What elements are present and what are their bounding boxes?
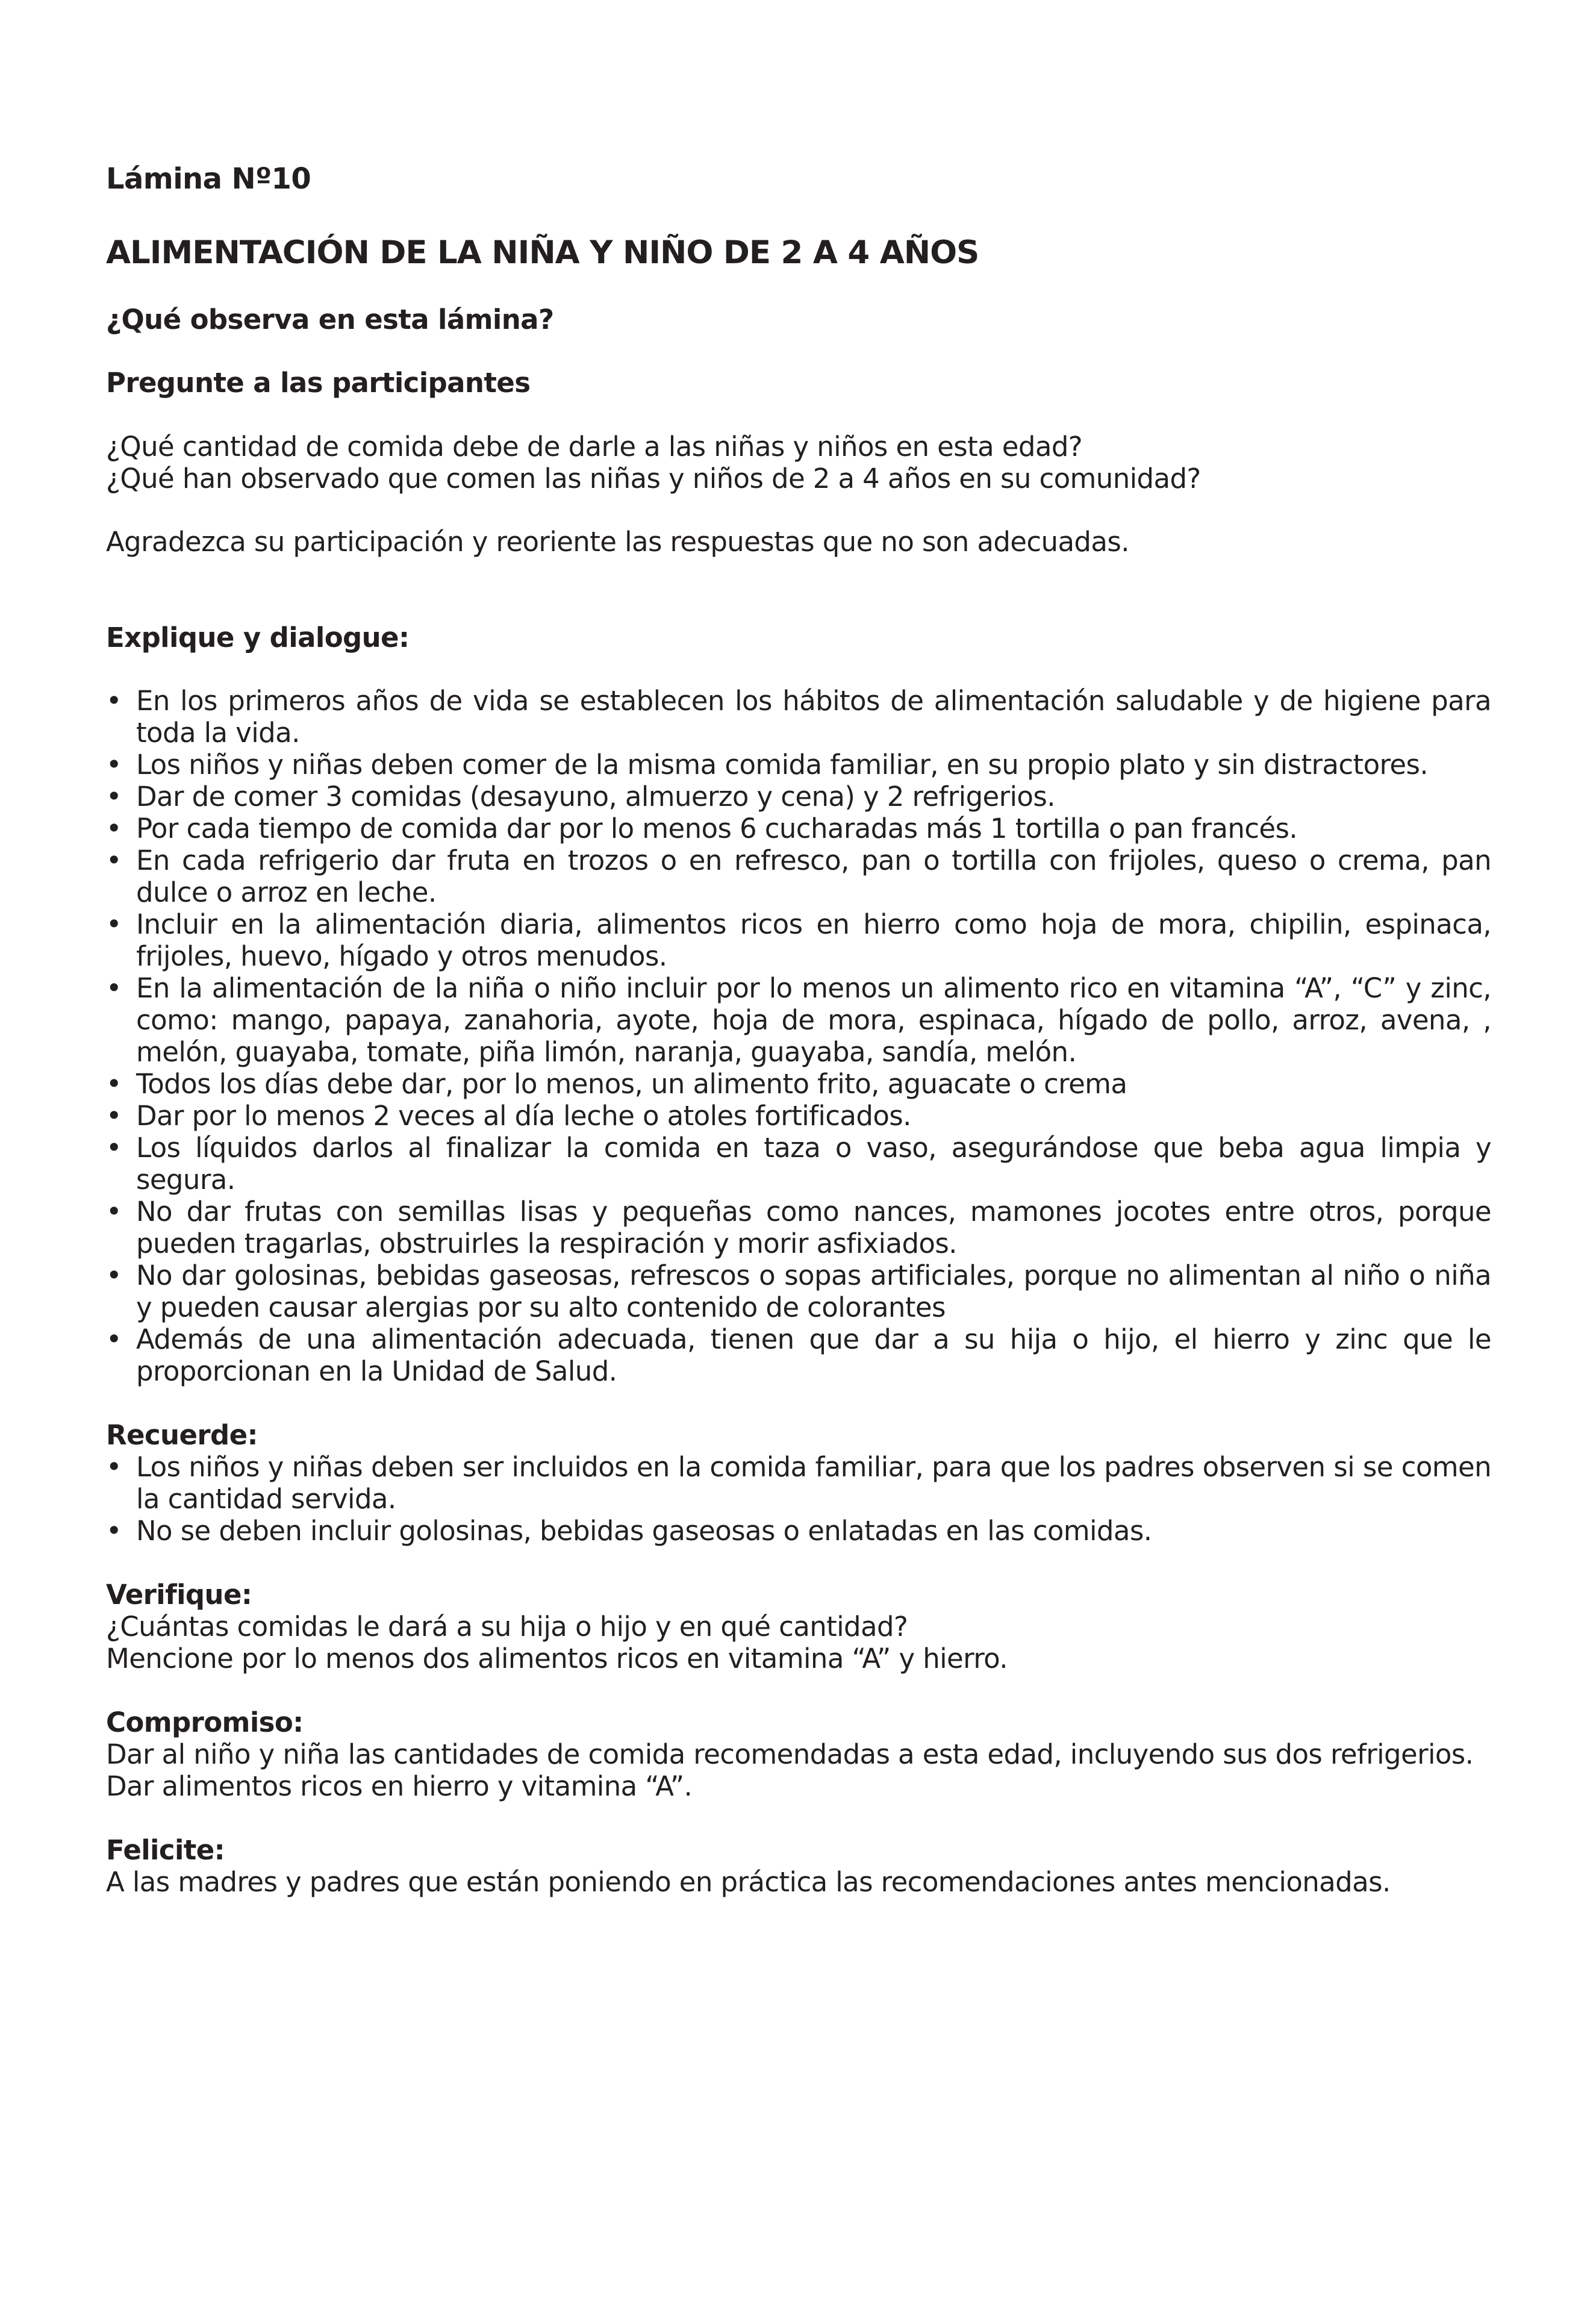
commitment-heading: Compromiso: [106,1706,304,1738]
list-item: • Todos los días debe dar, por lo menos, un alimento frito, aguacate o crema [106,1068,1491,1100]
ask-heading: Pregunte a las participantes [106,367,531,399]
explain-heading: Explique y dialogue: [106,622,410,654]
lamina-number: Lámina Nº10 [106,162,311,196]
page-title: ALIMENTACIÓN DE LA NIÑA Y NIÑO DE 2 A 4 AÑOS [106,234,979,271]
observe-question: ¿Qué observa en esta lámina? [106,304,554,336]
commitment-section [106,1706,1491,1802]
list-item: • No dar frutas con semillas lisas y pequeñas como nances, mamones jocotes entre otros, porque pueden tragarlas, obstruirles la respiración y morir asfixiados. [106,1196,1491,1259]
verify-heading: Verifique: [106,1579,252,1611]
participant-question: ¿Qué cantidad de comida debe de darle a las niñas y niños en esta edad? [106,431,1083,463]
congratulate-section [106,1834,1491,1898]
verify-line: ¿Cuántas comidas le dará a su hija o hijo y en qué cantidad? [106,1611,908,1643]
list-item: • Los niños y niñas deben comer de la misma comida familiar, en su propio plato y sin distractores. [106,749,1491,781]
list-item: • Dar de comer 3 comidas (desayuno, almuerzo y cena) y 2 refrigerios. [106,781,1491,813]
list-item: • Los niños y niñas deben ser incluidos en la comida familiar, para que los padres observen si se comen la cantidad servida. [106,1451,1491,1515]
congratulate-heading: Felicite: [106,1834,225,1866]
explain-list [106,685,1491,1387]
list-item: • En cada refrigerio dar fruta en trozos o en refresco, pan o tortilla con frijoles, queso o crema, pan dulce o arroz en leche. [106,844,1491,908]
list-item: • Los líquidos darlos al finalizar la comida en taza o vaso, asegurándose que beba agua limpia y segura. [106,1132,1491,1196]
list-item: • En la alimentación de la niña o niño incluir por lo menos un alimento rico en vitamina “A”, “C” y zinc, como: mango, papaya, zanahoria, ayote, hoja de mora, espinaca, hígado de pollo, arroz, avena, , melón, guayaba, tomate, piña limón, naranja, guayaba, sandía, melón. [106,972,1491,1068]
list-item: • No se deben incluir golosinas, bebidas gaseosas o enlatadas en las comidas. [106,1515,1491,1547]
remember-heading: Recuerde: [106,1419,258,1451]
congratulate-line: A las madres y padres que están poniendo en práctica las recomendaciones antes mencionadas. [106,1866,1391,1898]
verify-section [106,1579,1491,1674]
list-item: • Dar por lo menos 2 veces al día leche o atoles fortificados. [106,1100,1491,1132]
thanks-text: Agradezca su participación y reoriente las respuestas que no son adecuadas. [106,526,1129,558]
list-item: • Por cada tiempo de comida dar por lo menos 6 cucharadas más 1 tortilla o pan francés. [106,813,1491,844]
list-item: • Incluir en la alimentación diaria, alimentos ricos en hierro como hoja de mora, chipilin, espinaca, frijoles, huevo, hígado y otros menudos. [106,908,1491,972]
commitment-line: Dar al niño y niña las cantidades de comida recomendadas a esta edad, incluyendo sus dos refrigerios. [106,1738,1474,1770]
commitment-line: Dar alimentos ricos en hierro y vitamina “A”. [106,1770,693,1802]
participant-question: ¿Qué han observado que comen las niñas y niños de 2 a 4 años en su comunidad? [106,463,1201,495]
list-item: • Además de una alimentación adecuada, tienen que dar a su hija o hijo, el hierro y zinc que le proporcionan en la Unidad de Salud. [106,1323,1491,1387]
list-item: • En los primeros años de vida se establecen los hábitos de alimentación saludable y de higiene para toda la vida. [106,685,1491,749]
participant-questions [106,431,1491,495]
verify-line: Mencione por lo menos dos alimentos ricos en vitamina “A” y hierro. [106,1643,1008,1674]
document-page [106,161,1491,1930]
remember-list [106,1451,1491,1547]
list-item: • No dar golosinas, bebidas gaseosas, refrescos o sopas artificiales, porque no alimentan al niño o niña y pueden causar alergias por su alto contenido de colorantes [106,1259,1491,1323]
